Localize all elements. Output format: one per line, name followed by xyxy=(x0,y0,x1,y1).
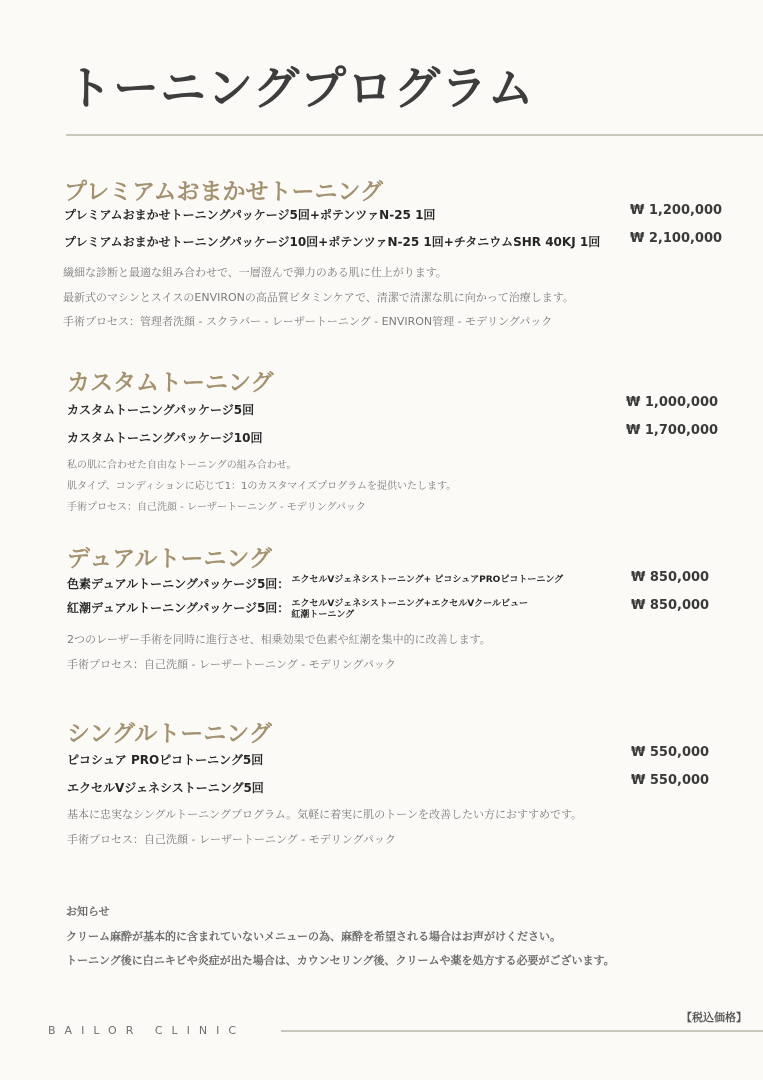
menu-item-name xyxy=(67,575,563,592)
menu-item-price: ₩ 2,100,000 xyxy=(630,231,723,246)
menu-item-detail-line: エクセルVジェネシストーニング+エクセルVクールビュー xyxy=(291,599,528,609)
section-title: デュアルトーニング xyxy=(67,546,272,572)
procedure-steps: 手術プロセス：自己洗顔 - レーザートーニング - モデリングパック xyxy=(67,502,366,513)
procedure-steps: 手術プロセス：自己洗顔 - レーザートーニング - モデリングパック xyxy=(67,833,396,846)
menu-item-price: ₩ 1,200,000 xyxy=(630,203,723,218)
section-description: 繊細な診断と最適な組み合わせで、一層澄んで弾力のある肌に仕上がります。 xyxy=(63,266,447,279)
title-divider xyxy=(66,134,763,136)
section-title: カスタムトーニング xyxy=(67,370,274,396)
notice-line: トーニング後に白ニキビや炎症が出た場合は、カウンセリング後、クリームや薬を処方する必要がございます。 xyxy=(66,954,615,967)
page-title: トーニングプログラム xyxy=(66,61,535,115)
menu-item-name xyxy=(67,599,528,621)
clinic-brand: BAILOR CLINIC xyxy=(48,1024,246,1037)
menu-item-detail: エクセルVジェネシストーニング+ ピコシュアPROピコトーニング xyxy=(291,575,564,585)
menu-item-name: エクセルVジェネシストーニング5回 xyxy=(67,781,264,795)
menu-item-name: プレミアムおまかせトーニングパッケージ10回+ポテンツァN-25 1回+チタニウムSHR 40KJ 1回 xyxy=(64,235,601,249)
menu-item-name: プレミアムおまかせトーニングパッケージ5回+ポテンツァN-25 1回 xyxy=(64,208,436,222)
tax-included-label: 【税込価格】 xyxy=(681,1011,747,1024)
menu-item-price: ₩ 550,000 xyxy=(631,745,710,760)
section-description: 私の肌に合わせた自由なトーニングの組み合わせ。 xyxy=(67,460,297,471)
menu-item-name-main: 紅潮デュアルトーニングパッケージ5回： xyxy=(67,601,290,615)
menu-item-name-main: 色素デュアルトーニングパッケージ5回： xyxy=(67,577,290,591)
section-title: シングルトーニング xyxy=(67,721,272,747)
footer-divider xyxy=(281,1030,763,1032)
section-title: プレミアムおまかせトーニング xyxy=(64,179,384,205)
procedure-steps: 手術プロセス：管理者洗顔 - スクラバー - レーザートーニング - ENVIRON管理 - モデリングパック xyxy=(63,315,553,328)
menu-item-price: ₩ 850,000 xyxy=(631,598,710,613)
notice-line: クリーム麻酔が基本的に含まれていないメニューの為、麻酔を希望される場合はお声がけください。 xyxy=(66,930,561,943)
menu-item-name: カスタムトーニングパッケージ5回 xyxy=(67,403,255,417)
notice-heading: お知らせ xyxy=(66,905,110,918)
menu-item-price: ₩ 850,000 xyxy=(631,570,710,585)
section-description: 2つのレーザー手術を同時に進行させ、相乗効果で色素や紅潮を集中的に改善します。 xyxy=(67,633,491,646)
menu-item-detail-line: 紅潮トーニング xyxy=(291,610,355,620)
menu-item-name: ピコシュア PROピコトーニング5回 xyxy=(67,753,264,767)
section-description: 最新式のマシンとスイスのENVIRONの高品質ビタミンケアで、清潔で清潔な肌に向かって治療します。 xyxy=(63,291,574,304)
menu-item-price: ₩ 1,000,000 xyxy=(626,395,719,410)
section-description: 肌タイプ、コンディションに応じて1：1のカスタマイズプログラムを提供いたします。 xyxy=(67,481,457,492)
menu-item-detail xyxy=(291,599,528,621)
menu-item-name: カスタムトーニングパッケージ10回 xyxy=(67,431,263,445)
menu-item-price: ₩ 1,700,000 xyxy=(626,423,719,438)
menu-item-price: ₩ 550,000 xyxy=(631,773,710,788)
procedure-steps: 手術プロセス：自己洗顔 - レーザートーニング - モデリングパック xyxy=(67,658,396,671)
section-description: 基本に忠実なシングルトーニングプログラム。気軽に着実に肌のトーンを改善したい方におすすめです。 xyxy=(67,808,583,821)
